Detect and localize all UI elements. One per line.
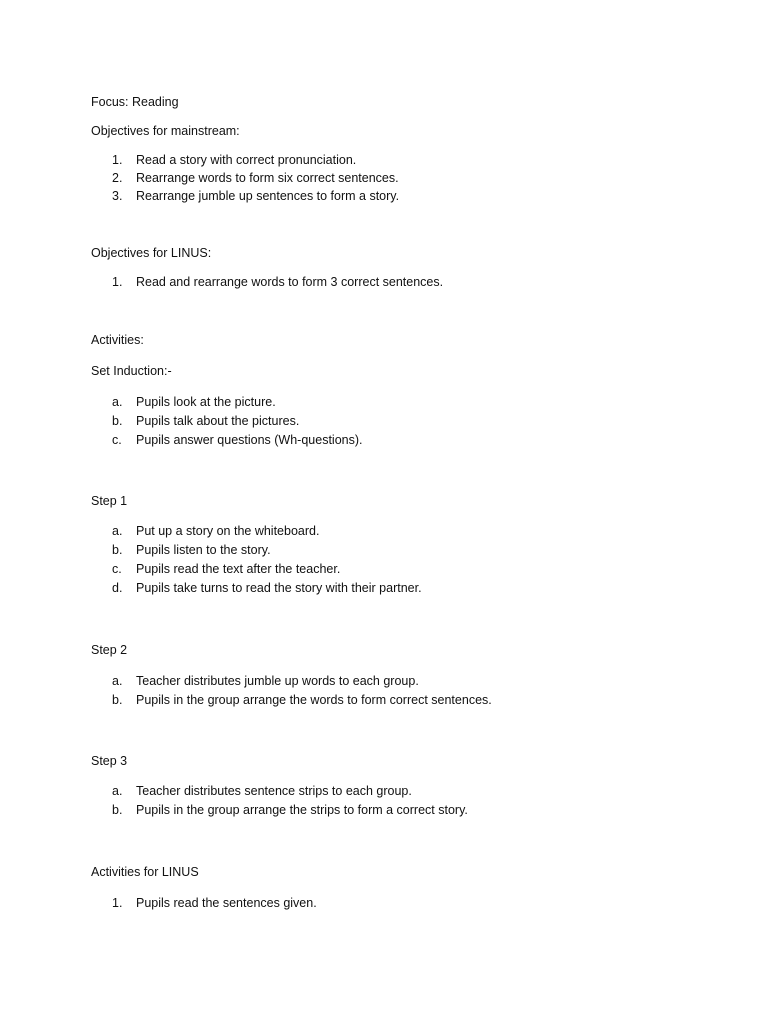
objectives-linus-heading: Objectives for LINUS: [91,246,212,260]
list-item-text: Rearrange words to form six correct sentences. [136,171,399,185]
activities-heading: Activities: [91,333,144,347]
list-marker: a. [112,524,123,538]
list-item-text: Put up a story on the whiteboard. [136,524,320,538]
focus-heading: Focus: Reading [91,95,179,109]
list-item-text: Teacher distributes sentence strips to each group. [136,784,412,798]
list-item-text: Pupils in the group arrange the words to form correct sentences. [136,693,492,707]
list-marker: c. [112,562,122,576]
list-marker: 1. [112,896,123,910]
list-marker: 1. [112,153,123,167]
list-item-text: Pupils look at the picture. [136,395,276,409]
list-item-text: Pupils read the text after the teacher. [136,562,341,576]
list-marker: b. [112,414,123,428]
list-item-text: Pupils answer questions (Wh-questions). [136,433,363,447]
list-marker: a. [112,395,123,409]
objectives-mainstream-heading: Objectives for mainstream: [91,124,240,138]
list-marker: b. [112,803,123,817]
list-marker: b. [112,543,123,557]
list-marker: a. [112,784,123,798]
list-item-text: Read and rearrange words to form 3 correct sentences. [136,275,444,289]
list-item-text: Pupils in the group arrange the strips to form a correct story. [136,803,468,817]
list-item-text: Pupils take turns to read the story with their partner. [136,581,422,595]
list-marker: c. [112,433,122,447]
list-item-text: Pupils read the sentences given. [136,896,317,910]
list-marker: b. [112,693,123,707]
step2-heading: Step 2 [91,643,128,657]
activities-linus-heading: Activities for LINUS [91,865,199,879]
list-marker: 3. [112,189,123,203]
list-item-text: Pupils listen to the story. [136,543,271,557]
step3-heading: Step 3 [91,754,128,768]
list-marker: 1. [112,275,123,289]
list-item-text: Read a story with correct pronunciation. [136,153,357,167]
list-item-text: Pupils talk about the pictures. [136,414,300,428]
step1-heading: Step 1 [91,494,128,508]
list-marker: 2. [112,171,123,185]
list-item-text: Rearrange jumble up sentences to form a story. [136,189,400,203]
set-induction-heading: Set Induction:- [91,364,172,378]
list-marker: d. [112,581,123,595]
list-marker: a. [112,674,123,688]
list-item-text: Teacher distributes jumble up words to each group. [136,674,419,688]
